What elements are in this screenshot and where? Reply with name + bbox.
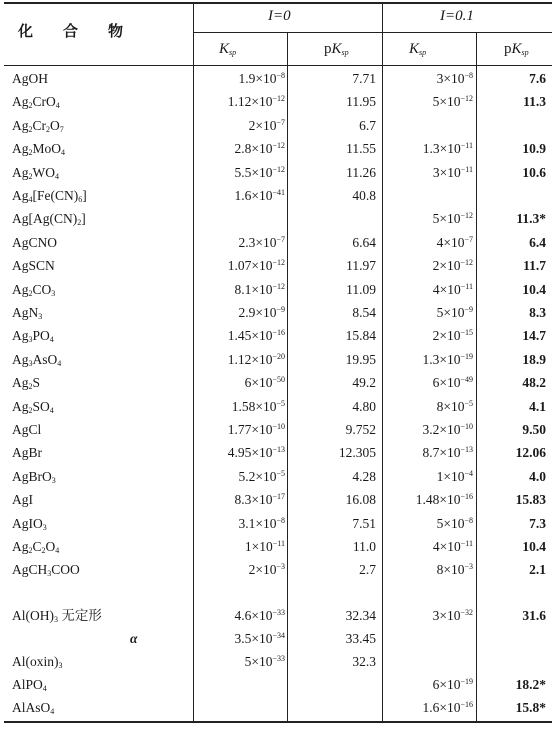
ksp-i01-value: $4\times 10^{-11}$	[432, 281, 473, 297]
ksp-i0-value: $5\times 10^{-33}$	[244, 654, 285, 669]
compound-name: $Ag_2CrO_4$	[12, 94, 60, 111]
ksp-i01-value: $3\times 10^{-32}$	[432, 608, 473, 623]
pksp-i0-value: 15.84	[345, 328, 376, 344]
pksp-i01-value: 18.9	[522, 351, 546, 367]
pksp-i0-value: 7.51	[352, 515, 376, 531]
ksp-i0-value: $1.12\times 10^{-12}$	[227, 94, 285, 110]
pksp-i0-value: 11.95	[346, 94, 376, 110]
ksp-i0-value: $5.5\times 10^{-12}$	[234, 164, 285, 180]
ksp-i0-value: $1.45\times 10^{-16}$	[227, 328, 285, 344]
pksp-i01-value: 4.0	[529, 468, 546, 484]
pksp-i01-value: 10.9	[522, 141, 546, 157]
compound-name: $Ag_2SO_4$	[12, 398, 54, 415]
ksp-i01-value: $8.7\times 10^{-13}$	[422, 445, 473, 461]
compound-name: AgN$_3$	[12, 305, 43, 321]
ksp-i0-value: $4.6\times 10^{-33}$	[234, 608, 285, 623]
pksp-i01-value: 9.50	[522, 422, 546, 437]
compound-name: AlPO$_4$	[12, 677, 47, 693]
pksp-header-i0: $pK_{sp}$	[324, 41, 349, 57]
ksp-i01-value: $1\times 10^{-4}$	[436, 468, 473, 484]
compound-name: $Ag_2Cr_2O_7$	[12, 117, 64, 134]
ksp-i01-value: $8\times 10^{-5}$	[436, 398, 473, 414]
pksp-i01-value: 48.2	[522, 375, 546, 391]
pksp-i0-value: 32.3	[352, 654, 376, 669]
col-divider-3	[382, 2, 383, 722]
ksp-i0-value: $1.07\times 10^{-12}$	[227, 258, 285, 274]
pksp-i0-value: 11.0	[352, 539, 376, 554]
pksp-i01-value: 12.06	[515, 445, 546, 461]
pksp-i01-value: 8.3	[529, 305, 546, 320]
pksp-i01-value: 11.7	[523, 258, 546, 274]
pksp-i0-value: 40.8	[352, 188, 376, 203]
pksp-i0-value: 16.08	[345, 492, 376, 508]
ksp-i01-value: $3.2\times 10^{-10}$	[422, 422, 473, 437]
pksp-i0-value: 7.71	[352, 71, 376, 86]
col-divider-4	[476, 32, 477, 722]
pksp-i01-value: 7.3	[529, 515, 546, 531]
compound-name: α	[130, 631, 138, 646]
compound-name: $Ag_3AsO_4$	[12, 351, 62, 368]
compound-name: $Ag_2MoO_4$	[12, 141, 66, 158]
ksp-i0-value: $1.9\times 10^{-8}$	[238, 71, 285, 86]
compound-name: AgBrO$_3$	[12, 468, 56, 485]
pksp-i0-value: 12.305	[338, 445, 376, 461]
compound-name: AgCH$_3$COO	[12, 562, 80, 579]
compound-name: AgOH	[12, 71, 48, 86]
ksp-i01-value: $1.6\times 10^{-16}$	[422, 700, 473, 715]
pksp-i01-value: 10.6	[522, 164, 546, 180]
pksp-i01-value: 4.1	[529, 398, 546, 414]
ksp-i0-value: $4.95\times 10^{-13}$	[227, 445, 285, 461]
pksp-i01-value: 14.7	[522, 328, 546, 344]
pksp-i0-value: 33.45	[345, 631, 376, 646]
ksp-i01-value: $2\times 10^{-15}$	[432, 328, 473, 344]
pksp-i01-value: 6.4	[529, 234, 546, 250]
col-divider-2	[287, 32, 288, 722]
ksp-i01-value: $4\times 10^{-11}$	[432, 539, 473, 554]
pksp-i01-value: 10.4	[522, 539, 546, 554]
pksp-i0-value: 11.97	[346, 258, 376, 274]
pksp-i0-value: 11.55	[346, 141, 376, 157]
pksp-i01-value: 31.6	[522, 608, 546, 623]
pksp-i0-value: 49.2	[352, 375, 376, 391]
ksp-i01-value: $8\times 10^{-3}$	[436, 562, 473, 578]
compound-header: 化 合 物	[18, 24, 124, 40]
ksp-i0-value: $1.12\times 10^{-20}$	[227, 351, 285, 367]
ksp-i01-value: $1.3\times 10^{-19}$	[422, 351, 473, 367]
pksp-header-i01: $pK_{sp}$	[504, 41, 529, 57]
pksp-i0-value: 8.54	[352, 305, 376, 320]
ksp-i01-value: $5\times 10^{-8}$	[436, 515, 473, 531]
compound-name: $Ag_2CO_3$	[12, 281, 56, 298]
pksp-i01-value: 2.1	[529, 562, 546, 578]
compound-name: $Ag[Ag(CN)_2]$	[12, 211, 86, 228]
header-bottom-rule	[4, 65, 552, 66]
compound-name: AgBr	[12, 445, 42, 461]
pksp-i01-value: 15.83	[515, 492, 546, 508]
compound-name: AgI	[12, 492, 33, 508]
pksp-i01-value: 11.3	[523, 94, 546, 110]
ksp-i0-value: $6\times 10^{-50}$	[244, 375, 285, 391]
compound-name: $Ag_2C_2O_4$	[12, 539, 60, 555]
ksp-i0-value: $3.1\times 10^{-8}$	[238, 515, 285, 531]
col-divider-1	[193, 2, 194, 722]
compound-name: AgCNO	[12, 234, 58, 250]
ksp-i01-value: $1.3\times 10^{-11}$	[422, 141, 473, 157]
ksp-i0-value: $3.5\times 10^{-34}$	[234, 631, 285, 646]
ksp-i01-value: $3\times 10^{-11}$	[432, 164, 473, 180]
ksp-i0-value: $1.6\times 10^{-41}$	[234, 188, 285, 203]
ksp-i0-value: $2\times 10^{-3}$	[248, 562, 285, 578]
pksp-i0-value: 9.752	[345, 422, 376, 437]
ksp-header-i01: $K_{sp}$	[409, 41, 427, 57]
pksp-i0-value: 6.7	[359, 117, 376, 133]
ksp-i01-value: $4\times 10^{-7}$	[436, 234, 473, 250]
ksp-i01-value: $6\times 10^{-19}$	[432, 677, 473, 692]
pksp-i01-value: 10.4	[522, 281, 546, 297]
pksp-i0-value: 4.28	[352, 468, 376, 484]
ksp-i01-value: $3\times 10^{-8}$	[436, 71, 473, 86]
ksp-i0-value: $1.58\times 10^{-5}$	[231, 398, 285, 414]
compound-name: $Ag_3PO_4$	[12, 328, 54, 345]
ksp-i0-value: $2.9\times 10^{-9}$	[238, 305, 285, 320]
compound-name: AgCl	[12, 422, 42, 437]
ksp-i0-value: $2.8\times 10^{-12}$	[234, 141, 285, 157]
pksp-i0-value: 19.95	[345, 351, 376, 367]
pksp-i01-value: 7.6	[529, 71, 546, 86]
ksp-i0-value: $8.1\times 10^{-12}$	[234, 281, 285, 297]
pksp-i0-value: 11.26	[346, 164, 376, 180]
header-mid-rule	[193, 32, 552, 33]
pksp-i0-value: 11.09	[346, 281, 376, 297]
compound-name: $Al(oxin)_3$	[12, 654, 63, 670]
pksp-i0-value: 4.80	[352, 398, 376, 414]
ionic-strength-01-header: I=0.1	[440, 8, 474, 24]
top-rule	[4, 2, 552, 4]
compound-name: $Ag_2S$	[12, 375, 41, 392]
ionic-strength-0-header: I=0	[268, 8, 291, 24]
pksp-i01-value: 18.2*	[515, 677, 546, 692]
pksp-i0-value: 6.64	[352, 234, 376, 250]
compound-name: $Ag_4[Fe(CN)_6]$	[12, 188, 87, 204]
bottom-rule	[4, 721, 552, 723]
ksp-i01-value: $2\times 10^{-12}$	[432, 258, 473, 274]
ksp-i0-value: $1.77\times 10^{-10}$	[227, 422, 285, 437]
pksp-i01-value: 15.8*	[515, 700, 546, 715]
ksp-header-i0: $K_{sp}$	[219, 41, 237, 57]
compound-name: AgSCN	[12, 258, 55, 274]
compound-name: $Ag_2WO_4$	[12, 164, 59, 181]
ksp-i0-value: $5.2\times 10^{-5}$	[238, 468, 285, 484]
ksp-i01-value: $1.48\times 10^{-16}$	[415, 492, 473, 508]
ksp-i01-value: $6\times 10^{-49}$	[432, 375, 473, 391]
pksp-i0-value: 2.7	[359, 562, 376, 578]
compound-name: AgIO$_3$	[12, 515, 47, 532]
compound-name: $Al(OH)_3$ 无定形	[12, 608, 102, 624]
pksp-i0-value: 32.34	[345, 608, 376, 623]
ksp-i01-value: $5\times 10^{-9}$	[436, 305, 473, 320]
ksp-i01-value: $5\times 10^{-12}$	[432, 94, 473, 110]
ksp-i01-value: $5\times 10^{-12}$	[432, 211, 473, 227]
ksp-i0-value: $2\times 10^{-7}$	[248, 117, 285, 133]
ksp-i0-value: $8.3\times 10^{-17}$	[234, 492, 285, 508]
ksp-i0-value: $1\times 10^{-11}$	[244, 539, 285, 554]
pksp-i01-value: 11.3*	[516, 211, 546, 227]
compound-name: AlAsO$_4$	[12, 700, 55, 716]
solubility-product-table	[4, 2, 552, 724]
ksp-i0-value: $2.3\times 10^{-7}$	[238, 234, 285, 250]
